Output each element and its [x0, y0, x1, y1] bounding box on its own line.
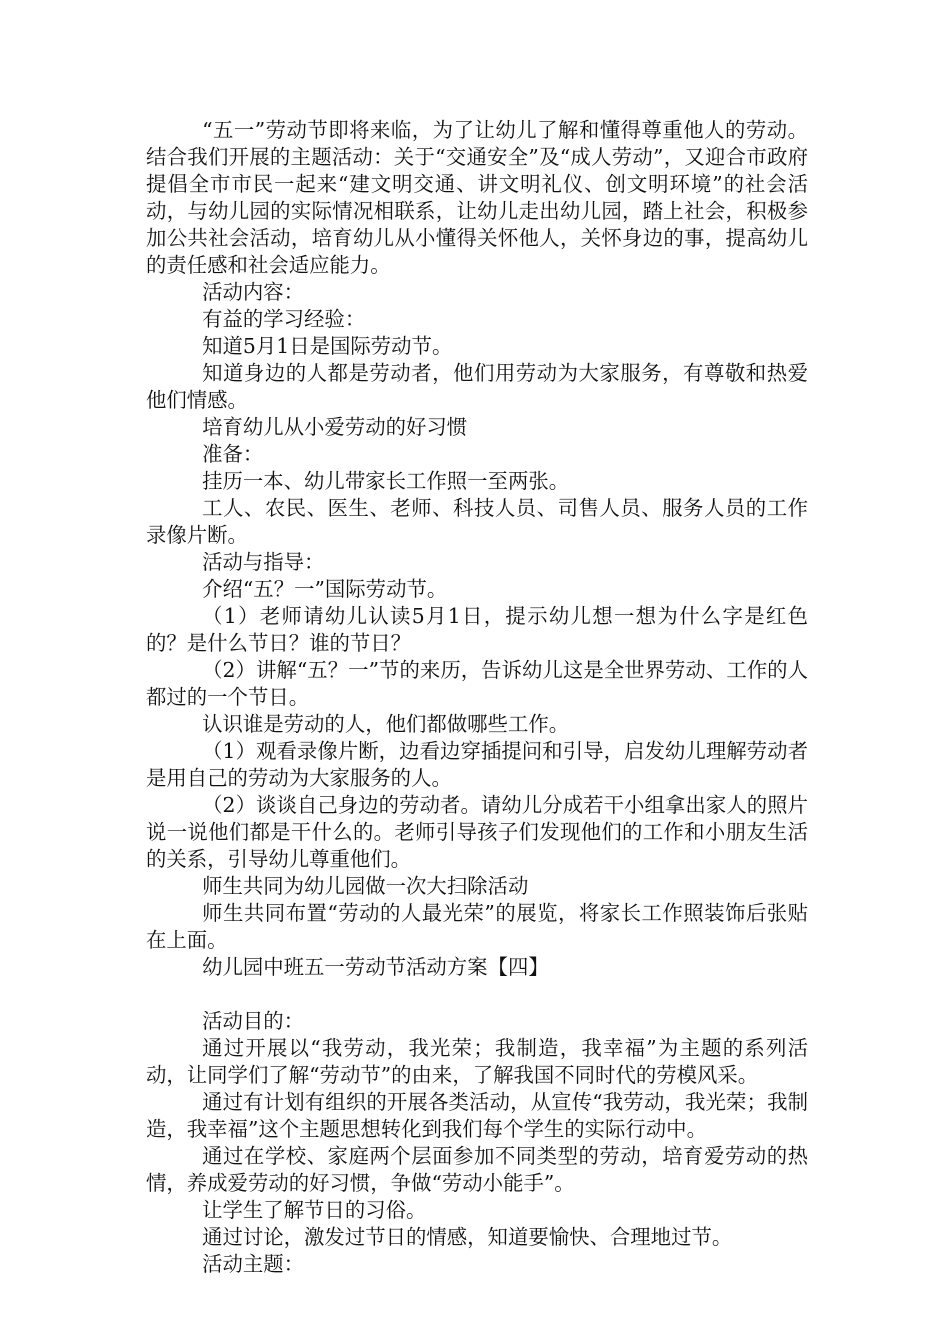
paragraph: 通过讨论，激发过节日的情感，知道要愉快、合理地过节。: [202, 1225, 733, 1249]
paragraph: 通过在学校、家庭两个层面参加不同类型的劳动，培育爱劳动的热情，养成爱劳动的好习惯，争做“劳动小能手”。: [146, 1144, 808, 1195]
paragraph: 通过开展以“我劳动，我光荣；我制造，我幸福”为主题的系列活动，让同学们了解“劳动节”的由来，了解我国不同时代的劳模风采。: [146, 1036, 808, 1087]
paragraph: 活动与指导：: [202, 550, 325, 574]
document-page: [146, 117, 808, 1278]
paragraph: 有益的学习经验：: [202, 307, 366, 331]
paragraph: （1）老师请幼儿认读5月1日，提示幼儿想一想为什么字是红色的？是什么节日？谁的节日？: [146, 604, 808, 655]
paragraph: 活动主题：: [202, 1252, 305, 1276]
paragraph: 活动目的：: [202, 1009, 305, 1033]
paragraph: 让学生了解节日的习俗。: [202, 1198, 427, 1222]
paragraph: 介绍“五？一”国际劳动节。: [202, 577, 448, 601]
paragraph: 准备：: [202, 442, 264, 466]
paragraph: （2）讲解“五？一”节的来历，告诉幼儿这是全世界劳动、工作的人都过的一个节日。: [146, 658, 808, 709]
paragraph: 培育幼儿从小爱劳动的好习惯: [202, 415, 468, 439]
paragraph: 挂历一本、幼儿带家长工作照一至两张。: [202, 469, 570, 493]
paragraph: （2）谈谈自己身边的劳动者。请幼儿分成若干小组拿出家人的照片说一说他们都是干什么的。老师引导孩子们发现他们的工作和小朋友生活的关系，引导幼儿尊重他们。: [146, 793, 808, 871]
paragraph: 通过有计划有组织的开展各类活动，从宣传“我劳动，我光荣；我制造，我幸福”这个主题思想转化到我们每个学生的实际行动中。: [146, 1090, 808, 1141]
paragraph: 工人、农民、医生、老师、科技人员、司售人员、服务人员的工作录像片断。: [146, 496, 808, 547]
blank-line: [146, 981, 808, 1008]
paragraph: （1）观看录像片断，边看边穿插提问和引导，启发幼儿理解劳动者是用自己的劳动为大家服务的人。: [146, 739, 808, 790]
paragraph: 活动内容：: [202, 280, 305, 304]
paragraph: 知道身边的人都是劳动者，他们用劳动为大家服务，有尊敬和热爱他们情感。: [146, 361, 808, 412]
paragraph: 认识谁是劳动的人，他们都做哪些工作。: [202, 712, 570, 736]
paragraph: 师生共同布置“劳动的人最光荣”的展览，将家长工作照装饰后张贴在上面。: [146, 901, 808, 952]
paragraph: “五一”劳动节即将来临，为了让幼儿了解和懂得尊重他人的劳动。结合我们开展的主题活动：关于“交通安全”及“成人劳动”，又迎合市政府提倡全市市民一起来“建文明交通、讲文明礼仪、创文明环境”的社会活动，与幼儿园的实际情况相联系，让幼儿走出幼儿园，踏上社会，积极参加公共社会活动，培育幼儿从小懂得关怀他人，关怀身边的事，提高幼儿的责任感和社会适应能力。: [146, 118, 808, 277]
paragraph: 师生共同为幼儿园做一次大扫除活动: [202, 874, 529, 898]
section-heading: 幼儿园中班五一劳动节活动方案【四】: [202, 955, 549, 979]
paragraph: 知道5月1日是国际劳动节。: [202, 334, 453, 358]
